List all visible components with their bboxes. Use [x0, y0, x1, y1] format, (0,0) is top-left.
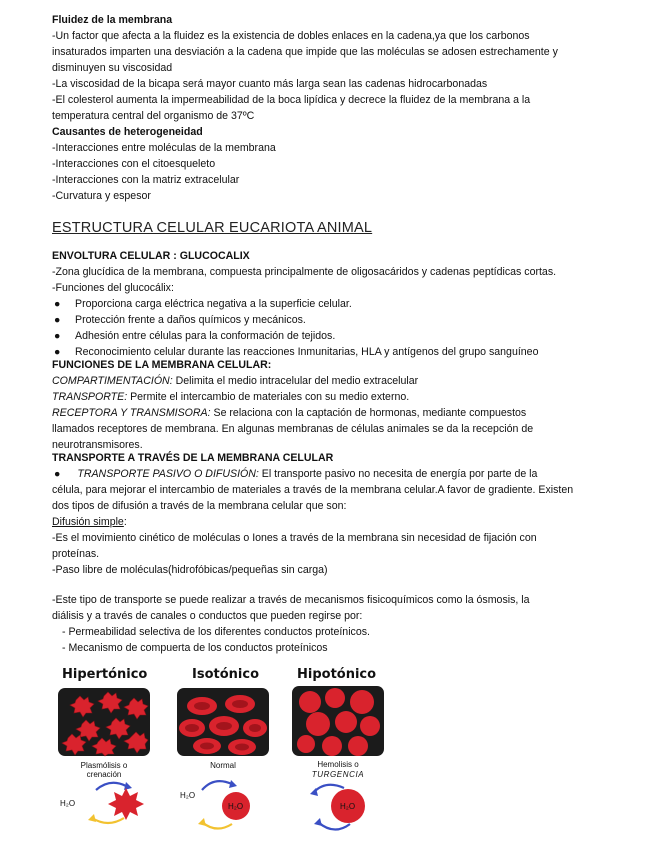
caption-isotonico: Normal: [210, 761, 236, 770]
text-line: - Mecanismo de compuerta de los conductos proteínicos: [62, 642, 328, 654]
text-line: -Interacciones con el citoesqueleto: [52, 158, 216, 170]
text-line: neurotransmisores.: [52, 439, 143, 451]
h2o-label: H₂O: [228, 802, 244, 811]
bullet-icon: ●: [54, 468, 61, 480]
bullet-text: Proporciona carga eléctrica negativa a la superficie celular.: [75, 298, 352, 310]
text-line: -Interacciones entre moléculas de la membrana: [52, 142, 276, 154]
osmosis-icon-hipotonico: [310, 785, 365, 830]
caption-hipotonico-2: TURGENCIA: [311, 770, 365, 779]
function-item: [52, 391, 409, 404]
text-line: dos tipos de difusión a través de la membrana celular que son:: [52, 500, 347, 512]
transport-text: El transporte pasivo no necesita de energía por parte de la: [258, 468, 538, 480]
label-isotonico: Isotónico: [192, 667, 259, 682]
h2o-label: H₂O: [340, 802, 356, 811]
text-line: disminuyen su viscosidad: [52, 62, 173, 74]
subheading-colon: :: [123, 516, 127, 528]
function-term: TRANSPORTE:: [52, 391, 128, 403]
text-line: -La viscosidad de la bicapa será mayor cuanto más larga sean las cadenas hidrocarbonadas: [52, 78, 488, 90]
text-line: -Zona glucídica de la membrana, compuesta principalmente de oligosacáridos y cadenas peptídicas cortas.: [52, 266, 557, 278]
text-line: temperatura central del organismo de 37ºC: [52, 110, 255, 122]
text-line: -Un factor que afecta a la fluidez es la existencia de dobles enlaces en la cadena,ya que los carbonos: [52, 30, 530, 42]
caption-hipotonico-1: Hemolisis o: [317, 760, 359, 769]
bullet-text: Adhesión entre células para la conformación de tejidos.: [75, 330, 336, 342]
text-line: proteínas.: [52, 548, 100, 560]
function-item: [52, 375, 418, 388]
section-title-funciones: FUNCIONES DE LA MEMBRANA CELULAR:: [52, 359, 272, 371]
bullet-text: Protección frente a daños químicos y mecánicos.: [75, 314, 306, 326]
text-line: -Funciones del glucocálix:: [52, 282, 174, 294]
text-line: llamados receptores de membrana. En algunas membranas de células animales se da la recepción de: [52, 423, 534, 435]
page-heading: ESTRUCTURA CELULAR EUCARIOTA ANIMAL: [52, 220, 373, 236]
h2o-label: H₂O: [180, 791, 196, 800]
bullet-text: Reconocimiento celular durante las reacciones Inmunitarias, HLA y antígenos del grupo sanguíneo: [75, 346, 539, 358]
tonicity-diagram: [52, 660, 412, 840]
text-line: -El colesterol aumenta la impermeabilidad de la boca lipídica y decrece la fluidez de la membrana a la: [52, 94, 531, 106]
text-line: célula, para mejorar el intercambio de materiales a través de la membrana celular.A favor de gradiente. Existen: [52, 484, 574, 496]
section-title-fluidez: Fluidez de la membrana: [52, 14, 173, 26]
text-line: -Este tipo de transporte se puede realizar a través de mecanismos fisicoquímicos como la ósmosis, la: [52, 594, 530, 606]
swollen-cells: [297, 688, 380, 756]
function-text: Permite el intercambio de materiales con su medio externo.: [127, 391, 410, 403]
function-text: Se relaciona con la captación de hormonas, mediante compuestos: [210, 407, 527, 419]
bullet-icon: ●: [54, 330, 61, 342]
transport-item: [52, 468, 537, 481]
caption-hipertonico-2: crenación: [86, 770, 122, 779]
text-line: -Curvatura y espesor: [52, 190, 151, 202]
caption-hipertonico-1: Plasmólisis o: [80, 761, 128, 770]
subheading-text: Difusión simple: [52, 516, 124, 528]
label-hipotonico: Hipotónico: [297, 667, 377, 682]
text-line: -Interacciones con la matriz extracelular: [52, 174, 240, 186]
h2o-label: H₂O: [60, 799, 76, 808]
section-title-heterogeneidad: Causantes de heterogeneidad: [52, 126, 203, 138]
section-title-glucocalix: ENVOLTURA CELULAR : GLUCOCALIX: [52, 250, 250, 262]
label-hipertonico: Hipertónico: [62, 667, 148, 682]
section-title-transporte: TRANSPORTE A TRAVÉS DE LA MEMBRANA CELULAR: [52, 452, 334, 464]
osmosis-icon-isotonico: [180, 780, 250, 829]
text-line: diálisis y a través de canales o conductos que pueden regirse por:: [52, 610, 363, 622]
text-line: -Es el movimiento cinético de moléculas o Iones a través de la membrana sin necesidad de fijación con: [52, 532, 537, 544]
osmosis-icon-hipertonico: [60, 782, 144, 823]
text-line: - Permeabilidad selectiva de los diferentes conductos proteínicos.: [62, 626, 370, 638]
function-item: [52, 407, 526, 420]
bullet-icon: ●: [54, 298, 61, 310]
function-term: COMPARTIMENTACIÓN:: [52, 375, 173, 387]
bullet-icon: ●: [54, 314, 61, 326]
text-line: -Paso libre de moléculas(hidrofóbicas/pequeñas sin carga): [52, 564, 328, 576]
function-term: RECEPTORA Y TRANSMISORA:: [52, 407, 211, 419]
function-text: Delimita el medio intracelular del medio extracelular: [172, 375, 419, 387]
text-line: insaturados imparten una desviación a la cadena que impide que las moléculas se adosen estrechamente y: [52, 46, 558, 58]
bullet-icon: ●: [54, 346, 61, 358]
subheading-difusion: [52, 516, 127, 529]
transport-term: TRANSPORTE PASIVO O DIFUSIÓN:: [77, 468, 259, 480]
